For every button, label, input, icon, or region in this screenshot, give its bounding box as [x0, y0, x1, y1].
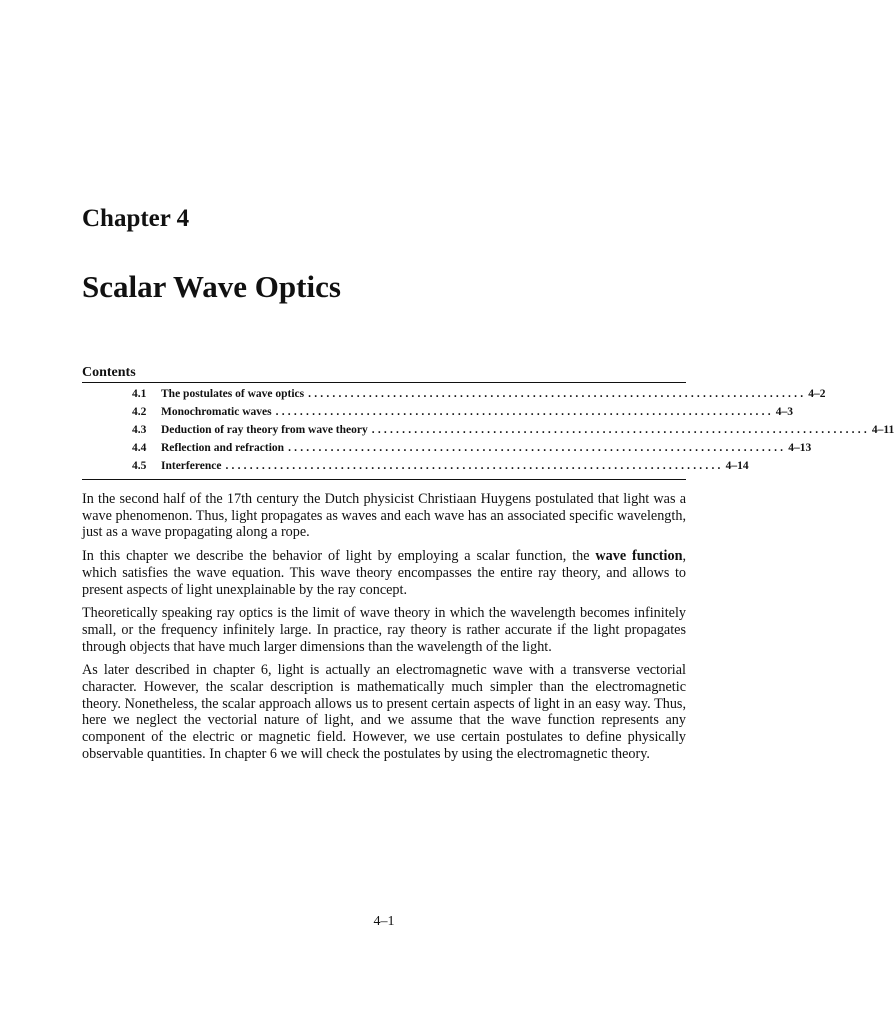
- toc-entry-number: 4.5: [132, 460, 147, 472]
- toc-entry-4-4[interactable]: [82, 439, 812, 457]
- table-of-contents: [82, 364, 894, 480]
- paragraph-2-start: In this chapter we describe the behavior of light by employing a scalar function, the: [82, 548, 596, 565]
- toc-leader-dots: ..................................................................................: [371, 424, 870, 436]
- toc-entry-page: 4–13: [788, 442, 812, 454]
- toc-entry-page: 4–3: [775, 406, 794, 418]
- toc-leader-dots: ..................................................................................: [225, 460, 724, 472]
- body-text: [82, 491, 686, 770]
- toc-entry-number: 4.4: [132, 442, 147, 454]
- toc-leader-dots: ..................................................................................: [308, 388, 807, 400]
- wave-function-term: wave function: [595, 548, 683, 565]
- toc-entry-title: Interference: [161, 460, 222, 472]
- toc-leader-dots: ..................................................................................: [275, 406, 774, 418]
- paragraph-1: In the second half of the 17th century the Dutch physicist Christiaan Huygens postulated that light was a wave phenomenon. Thus, light propagates as waves and each wave has an associated specific wavelength, just as a wave propagating along a rope.: [82, 491, 686, 541]
- chapter-title: Scalar Wave Optics: [82, 269, 341, 304]
- document-page: [82, 0, 894, 1024]
- paragraph-3: Theoretically speaking ray optics is the limit of wave theory in which the wavelength becomes infinitely small, or the frequency infinitely large. In practice, ray theory is rather accurate if the light propagates through objects that have much larger dimensions than the wavelength of the light.: [82, 605, 686, 655]
- page-number: 4–1: [373, 914, 395, 929]
- paragraph-2-end: , which satisfies the wave equation. This wave theory encompasses the entire ray theory, and allows to present aspects of light unexplainable by the ray concept.: [82, 548, 687, 598]
- toc-entry-page: 4–11: [871, 424, 894, 436]
- toc-entry-4-3[interactable]: [82, 421, 894, 439]
- toc-entry-title: Reflection and refraction: [161, 442, 285, 454]
- toc-entry-4-5[interactable]: [82, 457, 749, 475]
- paragraph-2: [82, 548, 686, 598]
- toc-leader-dots: ..................................................................................: [288, 442, 787, 454]
- toc-entry-title: Deduction of ray theory from wave theory: [161, 424, 368, 436]
- toc-entry-number: 4.3: [132, 424, 147, 436]
- toc-entry-title: The postulates of wave optics: [161, 388, 305, 400]
- toc-entry-title: Monochromatic waves: [161, 406, 272, 418]
- paragraph-4: As later described in chapter 6, light is actually an electromagnetic wave with a transverse vectorial character. However, the scalar description is mathematically much simpler than the electromagnetic theory. Nonetheless, the scalar approach allows us to present certain aspects of light in an easy way. Thus, here we neglect the vectorial nature of light, and we assume that the wave function represents any component of the electric or magnetic field. However, we use certain postulates to define physically observable quantities. In chapter 6 we will check the postulates by using the electromagnetic theory.: [82, 662, 686, 762]
- chapter-label: Chapter 4: [82, 205, 190, 232]
- toc-entry-page: 4–14: [725, 460, 749, 472]
- toc-entry-4-2[interactable]: [82, 403, 794, 421]
- toc-entry-page: 4–2: [808, 388, 826, 400]
- toc-entry-number: 4.1: [132, 388, 147, 400]
- contents-heading: Contents: [82, 364, 686, 383]
- toc-list: [82, 385, 894, 480]
- toc-entry-number: 4.2: [132, 406, 147, 418]
- toc-entry-4-1[interactable]: [82, 385, 826, 403]
